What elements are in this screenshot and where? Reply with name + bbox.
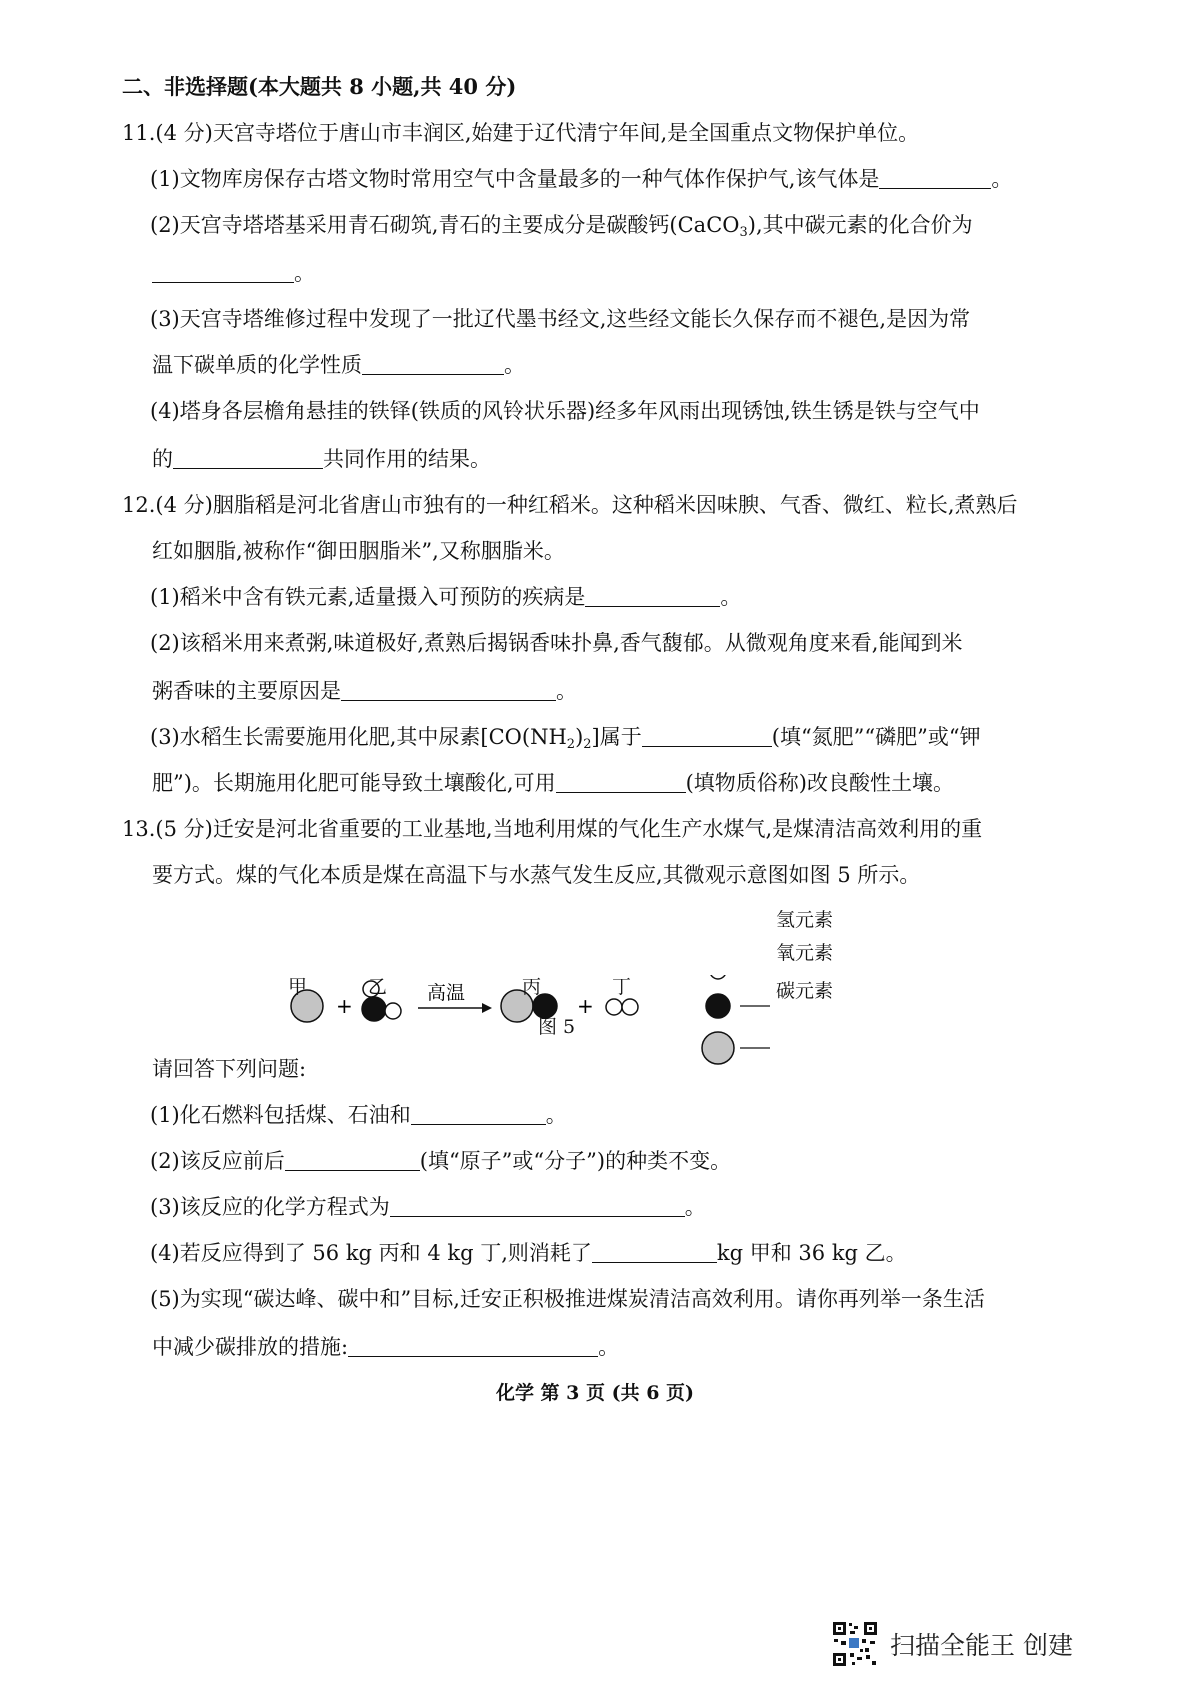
section-header: 二、非选择题(本大题共 8 小题,共 40 分) (122, 74, 517, 99)
figure-caption: 图 5 (538, 1016, 576, 1038)
arrow-head-icon (482, 1003, 492, 1013)
q11-part2-cont: 。 (152, 258, 315, 288)
answer-blank[interactable] (362, 352, 504, 375)
answer-blank[interactable] (411, 1102, 546, 1125)
q11-part2: (2)天宫寺塔塔基采用青石砌筑,青石的主要成分是碳酸钙(CaCO$_3$),其中碳元素的化合价为 (150, 213, 973, 240)
answer-blank[interactable] (285, 1148, 420, 1171)
answer-blank[interactable] (348, 1334, 598, 1357)
legend-oxygen-icon (706, 994, 730, 1018)
q13-part2: (2)该反应前后 (填“原子”或“分子”)的种类不变。 (150, 1149, 732, 1173)
q11-stem: 11.(4 分)天宫寺塔位于唐山市丰润区,始建于辽代清宁年间,是全国重点文物保护单位。 (122, 121, 920, 145)
hydrogen-atom (606, 999, 622, 1015)
q12-stem: 12.(4 分)胭脂稻是河北省唐山市独有的一种红稻米。这种稻米因味腴、气香、微红、粒长,煮熟后 (122, 493, 1018, 517)
hydrogen-atom (385, 1003, 401, 1019)
answer-blank[interactable] (341, 678, 556, 701)
reaction-condition: 高温 (427, 982, 466, 1004)
q13-part5: (5)为实现“碳达峰、碳中和”目标,迁安正积极推进煤炭清洁高效利用。请你再列举一条生活 (150, 1287, 985, 1311)
q13-part4: (4)若反应得到了 56 kg 丙和 4 kg 丁,则消耗了 kg 甲和 36 kg 乙。 (150, 1241, 907, 1265)
label-yi: 乙 (368, 976, 388, 998)
q11-part4-cont: 的 共同作用的结果。 (152, 447, 491, 471)
legend-carbon-label: 碳元素 (776, 980, 834, 1002)
plus-sign: + (577, 994, 594, 1018)
q12-part2-cont: 粥香味的主要原因是 。 (152, 679, 577, 703)
q11-part4: (4)塔身各层檐角悬挂的铁铎(铁质的风铃状乐器)经多年风雨出现锈蚀,铁生锈是铁与空气中 (150, 399, 980, 423)
q11-part3-cont: 温下碳单质的化学性质 。 (152, 353, 525, 377)
legend-carbon-icon (702, 1032, 734, 1064)
label-jia: 甲 (288, 976, 308, 998)
answer-blank[interactable] (642, 724, 772, 747)
q13-stem-cont: 要方式。煤的气化本质是煤在高温下与水蒸气发生反应,其微观示意图如图 5 所示。 (152, 863, 921, 887)
q13-stem: 13.(5 分)迁安是河北省重要的工业基地,当地利用煤的气化生产水煤气,是煤清洁高效利用的重 (122, 817, 983, 841)
answer-blank[interactable] (592, 1240, 717, 1263)
answer-blank[interactable] (390, 1194, 685, 1217)
label-bing: 丙 (522, 976, 542, 998)
q11-part3: (3)天宫寺塔维修过程中发现了一批辽代墨书经文,这些经文能长久保存而不褪色,是因为常 (150, 307, 971, 331)
legend-hydrogen-label: 氢元素 (776, 909, 834, 931)
q13-part1: (1)化石燃料包括煤、石油和 。 (150, 1103, 567, 1127)
legend-hydrogen-icon (710, 975, 726, 979)
qr-code-icon (832, 1621, 878, 1667)
q12-part2: (2)该稻米用来煮粥,味道极好,煮熟后揭锅香味扑鼻,香气馥郁。从微观角度来看,能闻到米 (150, 631, 963, 655)
q13-part3: (3)该反应的化学方程式为 。 (150, 1195, 706, 1219)
answer-blank[interactable] (585, 584, 720, 607)
oxygen-atom (362, 997, 386, 1021)
q12-stem-cont: 红如胭脂,被称作“御田胭脂米”,又称胭脂米。 (152, 539, 565, 563)
q12-part1: (1)稻米中含有铁元素,适量摄入可预防的疾病是 。 (150, 585, 742, 609)
legend-oxygen-label: 氧元素 (776, 942, 834, 964)
q11-part1: (1)文物库房保存古塔文物时常用空气中含量最多的一种气体作保护气,该气体是 。 (150, 167, 1013, 191)
watermark-text: 扫描全能王 创建 (890, 1631, 1073, 1660)
plus-sign: + (336, 994, 353, 1018)
answer-blank[interactable] (173, 446, 323, 469)
answer-blank[interactable] (879, 166, 991, 189)
q12-part3-cont: 肥”)。长期施用化肥可能导致土壤酸化,可用 (填物质俗称)改良酸性土壤。 (152, 771, 954, 795)
answer-blank[interactable] (152, 260, 294, 283)
q12-part3: (3)水稻生长需要施用化肥,其中尿素$[CO(NH_2)_2]$属于 (填“氮肥”“磷肥”或“钾 (150, 725, 981, 752)
q13-part5-cont: 中减少碳排放的措施: 。 (152, 1335, 620, 1359)
label-ding: 丁 (612, 976, 632, 998)
answer-blank[interactable] (556, 770, 686, 793)
q13-ask: 请回答下列问题: (152, 1057, 307, 1081)
page-footer: 化学 第 3 页 (共 6 页) (495, 1382, 695, 1404)
scanner-watermark (832, 1622, 1073, 1666)
hydrogen-atom (622, 999, 638, 1015)
